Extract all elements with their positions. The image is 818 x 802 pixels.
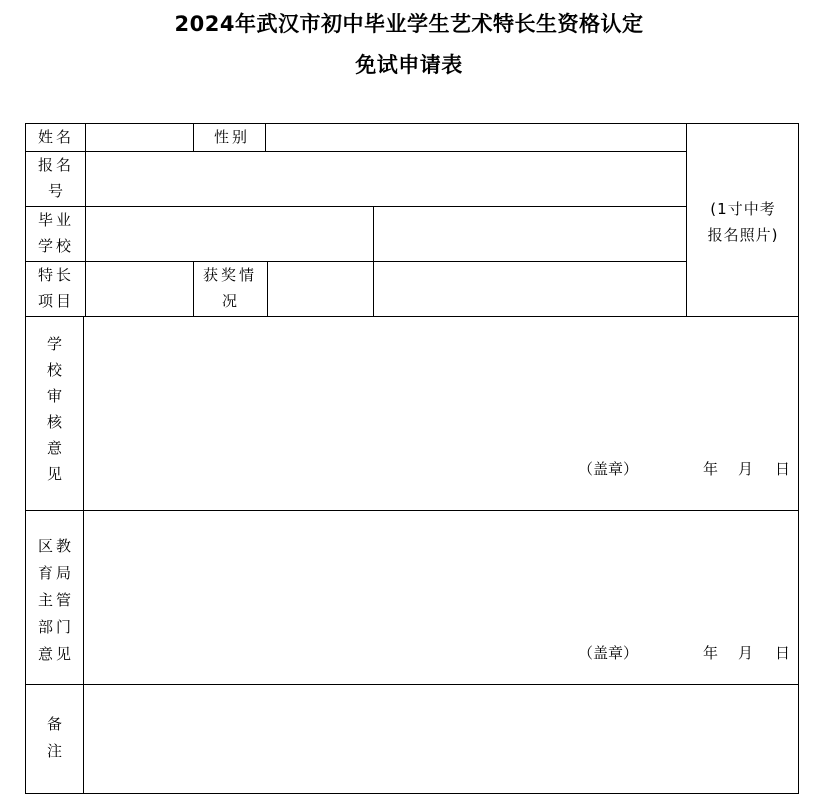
school-field[interactable] bbox=[86, 207, 372, 260]
photo-note-line1: (1寸中考 bbox=[710, 200, 776, 218]
reg-number-field[interactable] bbox=[86, 152, 685, 205]
reg-number-label-line2: 号 bbox=[48, 182, 64, 200]
form-title-line1: 2024年武汉市初中毕业学生艺术特长生资格认定 bbox=[174, 12, 644, 36]
district-label-line2: 育局 bbox=[38, 564, 75, 582]
remarks-field[interactable] bbox=[84, 685, 797, 792]
district-date-month: 月 bbox=[738, 644, 754, 662]
school-extra-field[interactable] bbox=[374, 207, 685, 260]
district-label-line4: 部门 bbox=[38, 618, 75, 636]
school-date-month: 月 bbox=[738, 460, 754, 478]
gender-label: 性别 bbox=[214, 128, 251, 146]
district-label-line1: 区教 bbox=[38, 537, 75, 555]
specialty-field[interactable] bbox=[86, 262, 192, 315]
name-field[interactable] bbox=[86, 124, 192, 151]
award-label-line1: 获奖情 bbox=[203, 266, 258, 284]
name-label: 姓名 bbox=[38, 128, 75, 146]
photo-cell[interactable] bbox=[687, 124, 797, 316]
school-label-line2: 学校 bbox=[38, 237, 75, 255]
col-divider bbox=[193, 261, 194, 317]
award-extra-field[interactable] bbox=[374, 262, 685, 315]
table-border-left bbox=[25, 123, 26, 794]
school-date-day: 日 bbox=[775, 460, 791, 478]
school-seal-text: （盖章） bbox=[578, 460, 639, 478]
school-date-year: 年 bbox=[703, 460, 719, 478]
specialty-label-line1: 特长 bbox=[38, 266, 75, 284]
district-review-field[interactable] bbox=[84, 511, 797, 631]
form-title-line2: 免试申请表 bbox=[355, 53, 463, 77]
district-date-day: 日 bbox=[775, 644, 791, 662]
district-seal-text: （盖章） bbox=[578, 644, 639, 662]
award-field[interactable] bbox=[268, 262, 372, 315]
reg-number-label-line1: 报名 bbox=[38, 156, 75, 174]
school-review-field[interactable] bbox=[84, 317, 797, 447]
col-divider bbox=[193, 123, 194, 152]
district-label-line3: 主管 bbox=[38, 591, 75, 609]
table-border-right bbox=[798, 123, 799, 794]
gender-field[interactable] bbox=[266, 124, 685, 151]
remarks-label: 备注 bbox=[45, 716, 63, 770]
school-label-line1: 毕业 bbox=[38, 211, 75, 229]
district-date-year: 年 bbox=[703, 644, 719, 662]
photo-note-line2: 报名照片) bbox=[707, 226, 779, 244]
school-review-label: 学校审核意见 bbox=[45, 336, 63, 492]
district-label-line5: 意见 bbox=[38, 645, 75, 663]
table-border-bottom bbox=[25, 793, 799, 794]
award-label-line2: 况 bbox=[222, 292, 238, 310]
specialty-label-line2: 项目 bbox=[38, 292, 75, 310]
